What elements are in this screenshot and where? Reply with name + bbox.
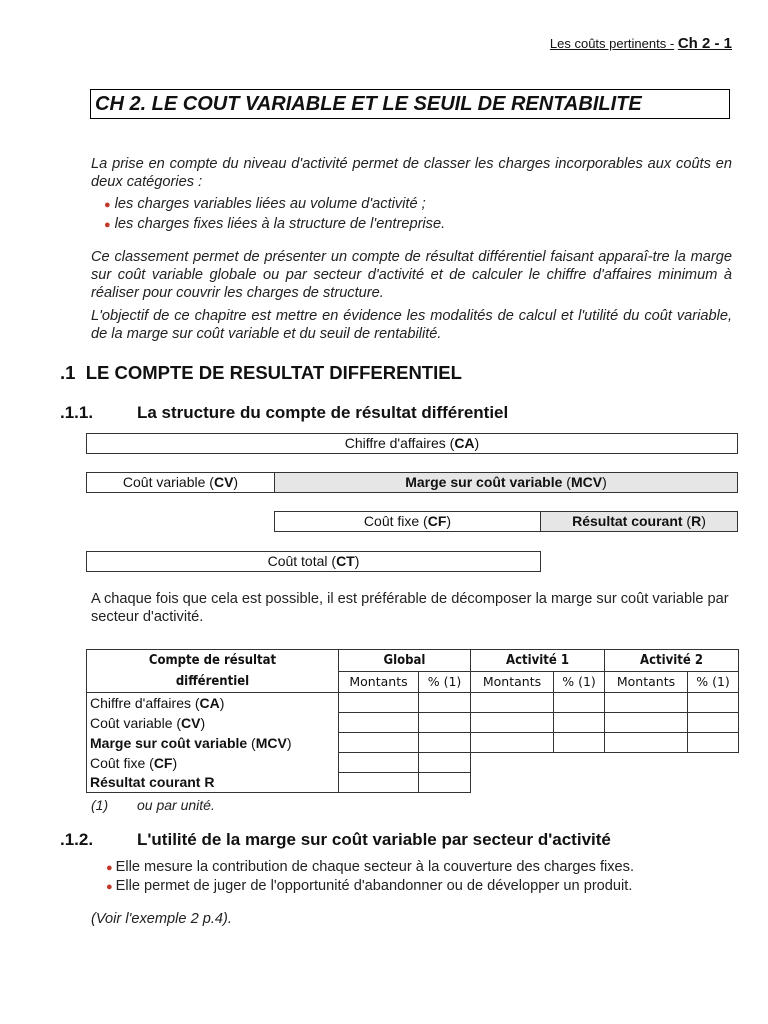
section-1-1-heading: .1.1. La structure du compte de résultat différentiel xyxy=(60,403,509,422)
col-pct: % (1) xyxy=(419,671,471,693)
chapter-title-box xyxy=(90,89,730,119)
header-chapter: Ch 2 - 1 xyxy=(677,35,732,52)
section-1-2-heading: .1.2. L'utilité de la marge sur coût variable par secteur d'activité xyxy=(60,830,611,849)
bullet-icon: ● xyxy=(104,199,111,211)
col-pct: % (1) xyxy=(688,671,739,693)
col-montants: Montants xyxy=(605,671,688,693)
table-row xyxy=(87,693,739,713)
mcv-bar: Marge sur coût variable (MCV) xyxy=(274,472,738,493)
col-pct: % (1) xyxy=(554,671,605,693)
intro-paragraph-3: L'objectif de ce chapitre est mettre en évidence les modalités de calcul et l'utilité du coût variable, de la marge sur coût variable et du seuil de rentabilité. xyxy=(91,308,732,342)
table-row xyxy=(87,733,739,753)
r-bar: Résultat courant (R) xyxy=(540,511,738,532)
table-title-cell: Compte de résultat différentiel xyxy=(87,650,339,693)
ct-bar: Coût total (CT) xyxy=(86,551,541,572)
header-label: Les coûts pertinents - xyxy=(549,36,675,51)
cv-bar: Coût variable (CV) xyxy=(86,472,275,493)
row-label: Coût fixe (CF) xyxy=(87,753,339,773)
ca-bar: Chiffre d'affaires (CA) xyxy=(86,433,738,454)
running-header xyxy=(550,35,732,52)
table-row xyxy=(87,753,739,773)
bullet-icon: ● xyxy=(104,219,111,231)
bullet-icon: ● xyxy=(106,862,113,874)
group-header-global: Global xyxy=(339,650,471,672)
intro-bullets xyxy=(104,195,445,235)
col-montants: Montants xyxy=(339,671,419,693)
group-header-activity-1: Activité 1 xyxy=(471,650,605,672)
list-item: ● Elle mesure la contribution de chaque secteur à la couverture des charges fixes. xyxy=(106,859,635,875)
row-label: Résultat courant R xyxy=(87,773,339,793)
chapter-title: CH 2. LE COUT VARIABLE ET LE SEUIL DE RENTABILITE xyxy=(95,93,642,115)
section-1-heading: .1 LE COMPTE DE RESULTAT DIFFERENTIEL xyxy=(60,362,462,383)
bullet-icon: ● xyxy=(106,881,113,893)
list-item: ● Elle permet de juger de l'opportunité d'abandonner ou de développer un produit. xyxy=(106,878,633,894)
list-item: ● les charges variables liées au volume d'activité ; xyxy=(104,196,426,212)
utility-bullets xyxy=(106,858,634,896)
row-label: Marge sur coût variable (MCV) xyxy=(87,733,339,753)
row-label: Coût variable (CV) xyxy=(87,713,339,733)
col-montants: Montants xyxy=(471,671,554,693)
group-header-activity-2: Activité 2 xyxy=(605,650,739,672)
example-reference: (Voir l'exemple 2 p.4). xyxy=(91,911,232,927)
row-label: Chiffre d'affaires (CA) xyxy=(87,693,339,713)
intro-paragraph-2: Ce classement permet de présenter un compte de résultat différentiel faisant apparaî-tre la marge sur coût variable globale ou par secteur d'activité et de calculer le chiffre d'affaires minimum à réaliser pour couvrir les charges de structure. xyxy=(91,249,732,301)
table-row xyxy=(87,773,739,793)
table-row xyxy=(87,713,739,733)
cf-bar: Coût fixe (CF) xyxy=(274,511,541,532)
differential-income-table xyxy=(86,649,739,793)
list-item: ● les charges fixes liées à la structure de l'entreprise. xyxy=(104,216,446,232)
intro-paragraph-1: La prise en compte du niveau d'activité permet de classer les charges incorporables aux coûts en deux catégories : xyxy=(91,156,732,190)
decompose-paragraph: A chaque fois que cela est possible, il est préférable de décomposer la marge sur coût variable par secteur d'activité. xyxy=(91,591,729,625)
table-footnote: (1) ou par unité. xyxy=(91,797,215,813)
